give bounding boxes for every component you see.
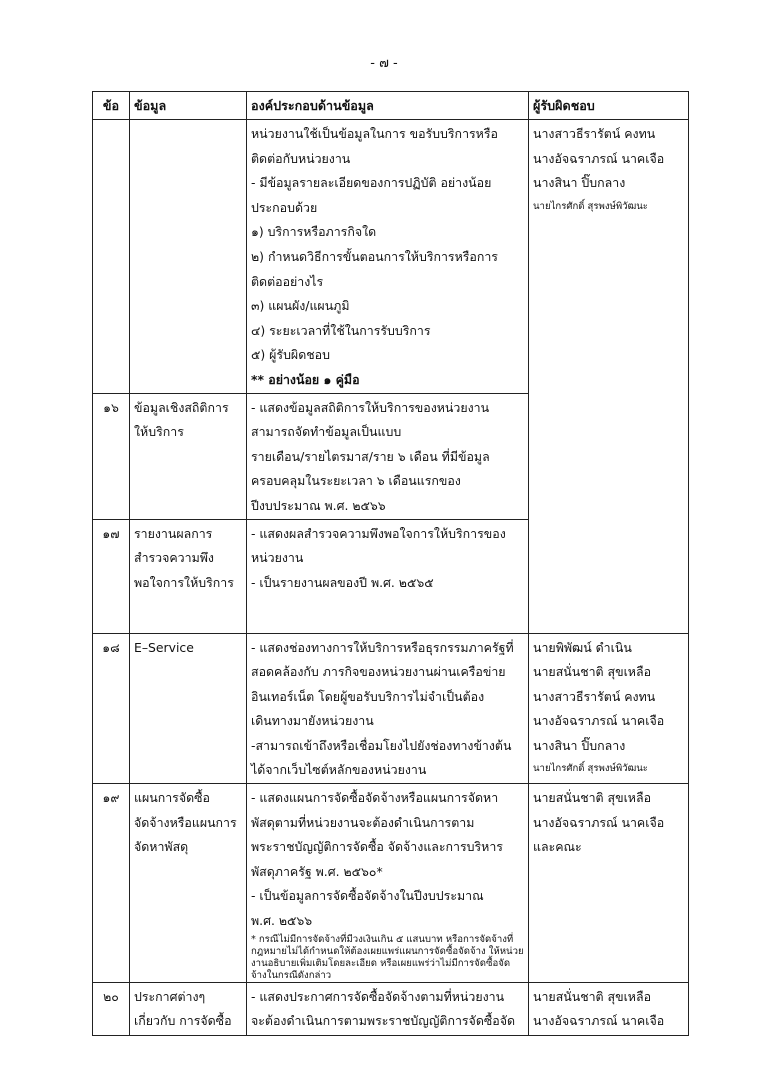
responsible-name: นางสาวธีรารัตน์ คงทน (533, 126, 656, 141)
row-responsible (529, 784, 689, 983)
header-no: ข้อ (93, 92, 130, 120)
row-item (130, 982, 247, 1035)
header-details: องค์ประกอบด้านข้อมูล (247, 92, 529, 120)
detail-line: อินเทอร์เน็ต โดยผู้ขอรับบริการไม่จำเป็นต้อง (251, 688, 485, 704)
detail-line: ๒) กำหนดวิธีการขั้นตอนการให้บริการหรือการ (251, 248, 498, 264)
header-item: ข้อมูล (130, 92, 247, 120)
item-line: เกี่ยวกับ การจัดซื้อ (134, 1013, 232, 1029)
detail-line: - แสดงประกาศการจัดซื้อจัดจ้างตามที่หน่วยงาน (251, 988, 505, 1004)
row-item (130, 633, 247, 784)
table-row (93, 633, 689, 784)
detail-line: หน่วยงานใช้เป็นข้อมูลในการ ขอรับบริการหรือ (251, 126, 498, 141)
table-row (93, 982, 689, 1035)
detail-line: เดินทางมายังหน่วยงาน (251, 713, 374, 729)
responsible-name: นายสนั่นชาติ สุขเหลือ (533, 664, 652, 680)
table-row (93, 784, 689, 983)
item-line: ข้อมูลเชิงสถิติการ (134, 399, 229, 415)
detail-footnote: * กรณีไม่มีการจัดจ้างที่มีวงเงินเกิน ๕ แสนบาท หรือการจัดจ้างที่กฎหมายไม่ได้กำหนดให้ต้องเผยแพร่แผนการจัดซื้อจัดจ้าง ให้หน่วยงานอธิบายเพิ่มเติมโดยละเอียด หรือเผยแพร่ว่าไม่มีการจัดซื้อจัดจ้างในกรณีดังกล่าว (251, 933, 524, 981)
item-line: จัดหาพัสดุ (134, 839, 189, 855)
table-header-row (93, 92, 689, 120)
responsible-name-small: นายไกรศักดิ์ สุรพงษ์พิวัฒนะ (533, 763, 648, 775)
responsible-name: นายสนั่นชาติ สุขเหลือ (533, 790, 652, 806)
table-row (93, 120, 689, 394)
row-details (247, 633, 529, 784)
item-line: สำรวจความพึง (134, 550, 214, 566)
detail-line: - แสดงช่องทางการให้บริการหรือธุรกรรมภาครัฐที่ (251, 639, 514, 655)
item-line: ให้บริการ (134, 424, 184, 440)
detail-note-bold: ** อย่างน้อย ๑ คู่มือ (251, 371, 360, 387)
detail-line: ติดต่ออย่างไร (251, 273, 324, 289)
detail-line: ๓) แผนผัง/แผนภูมิ (251, 298, 350, 314)
responsible-name: นางอัจฉราภรณ์ นาคเจือ (533, 150, 665, 166)
row-details (247, 784, 529, 983)
responsible-name: นางอัจฉราภรณ์ นาคเจือ (533, 1013, 665, 1029)
detail-line: สอดคล้องกับ ภารกิจของหน่วยงานผ่านเครือข่าย (251, 664, 506, 680)
responsible-name-small: นายไกรศักดิ์ สุรพงษ์พิวัฒนะ (533, 200, 648, 212)
detail-line: ๔) ระยะเวลาที่ใช้ในการรับบริการ (251, 322, 431, 338)
row-responsible (529, 120, 689, 634)
detail-line: - มีข้อมูลรายละเอียดของการปฏิบัติ อย่างน้อย (251, 175, 492, 191)
item-line: แผนการจัดซื้อ (134, 790, 210, 806)
responsible-name: นางอัจฉราภรณ์ นาคเจือ (533, 814, 665, 830)
responsible-name: นางสาวธีรารัตน์ คงทน (533, 688, 656, 704)
responsible-name: นายสนั่นชาติ สุขเหลือ (533, 988, 652, 1004)
item-line: E–Service (134, 639, 194, 655)
row-number (93, 120, 130, 394)
row-item (130, 784, 247, 983)
detail-line: - แสดงแผนการจัดซื้อจัดจ้างหรือแผนการจัดหา (251, 790, 499, 806)
row-number: ๑๙ (93, 784, 130, 983)
header-responsible: ผู้รับผิดชอบ (529, 92, 689, 120)
detail-line: พระราชบัญญัติการจัดซื้อ จัดจ้างและการบริหาร (251, 839, 503, 855)
detail-line: ประกอบด้วย (251, 199, 318, 215)
detail-line: - แสดงผลสำรวจความพึงพอใจการให้บริการของ (251, 525, 506, 541)
detail-line: ได้จากเว็บไซต์หลักของหน่วยงาน (251, 762, 427, 778)
row-number: ๒๐ (93, 982, 130, 1035)
row-item (130, 393, 247, 519)
row-number: ๑๘ (93, 633, 130, 784)
detail-line: ๕) ผู้รับผิดชอบ (251, 347, 330, 363)
responsible-name: และคณะ (533, 839, 582, 855)
page-number: - ๗ - (370, 56, 398, 71)
responsible-name: นางสินา ปิ๊บกลาง (533, 737, 626, 753)
responsible-name: นางอัจฉราภรณ์ นาคเจือ (533, 713, 665, 729)
data-table (92, 91, 689, 1036)
row-responsible (529, 633, 689, 784)
item-line: ประกาศต่างๆ (134, 988, 206, 1004)
row-details (247, 982, 529, 1035)
row-responsible (529, 982, 689, 1035)
detail-line: ๑) บริการหรือภารกิจใด (251, 224, 377, 240)
detail-line: พัสดุภาครัฐ พ.ศ. ๒๕๖๐* (251, 863, 383, 879)
row-number: ๑๗ (93, 519, 130, 633)
detail-line: จะต้องดำเนินการตามพระราชบัญญัติการจัดซื้อจัด (251, 1013, 516, 1029)
detail-line: พ.ศ. ๒๕๖๖ (251, 913, 313, 929)
responsible-name: นายพิพัฒน์ ดำเนิน (533, 639, 632, 655)
row-item (130, 120, 247, 394)
detail-line: หน่วยงาน (251, 550, 304, 566)
row-details (247, 120, 529, 394)
detail-line: พัสดุตามที่หน่วยงานจะต้องดำเนินการตาม (251, 814, 475, 830)
detail-line: - เป็นข้อมูลการจัดซื้อจัดจ้างในปีงบประมาณ (251, 888, 484, 904)
detail-line: -สามารถเข้าถึงหรือเชื่อมโยงไปยังช่องทางข้างต้น (251, 737, 512, 753)
item-line: จัดจ้างหรือแผนการ (134, 814, 237, 830)
detail-line: - แสดงข้อมูลสถิติการให้บริการของหน่วยงาน (251, 399, 490, 415)
row-details (247, 393, 529, 519)
detail-line: - เป็นรายงานผลของปี พ.ศ. ๒๕๖๕ (251, 574, 434, 590)
row-number: ๑๖ (93, 393, 130, 519)
detail-line: ครอบคลุมในระยะเวลา ๖ เดือนแรกของ (251, 473, 461, 489)
detail-line: สามารถจัดทำข้อมูลเป็นแบบ (251, 424, 402, 440)
item-line: รายงานผลการ (134, 525, 213, 541)
responsible-name: นางสินา ปิ๊บกลาง (533, 175, 626, 191)
item-line: พอใจการให้บริการ (134, 574, 234, 590)
detail-line: ติดต่อกับหน่วยงาน (251, 150, 351, 166)
row-details (247, 519, 529, 633)
row-item (130, 519, 247, 633)
detail-line: รายเดือน/รายไตรมาส/ราย ๖ เดือน ที่มีข้อมูล (251, 448, 490, 464)
detail-line: ปีงบประมาณ พ.ศ. ๒๕๖๖ (251, 497, 386, 513)
